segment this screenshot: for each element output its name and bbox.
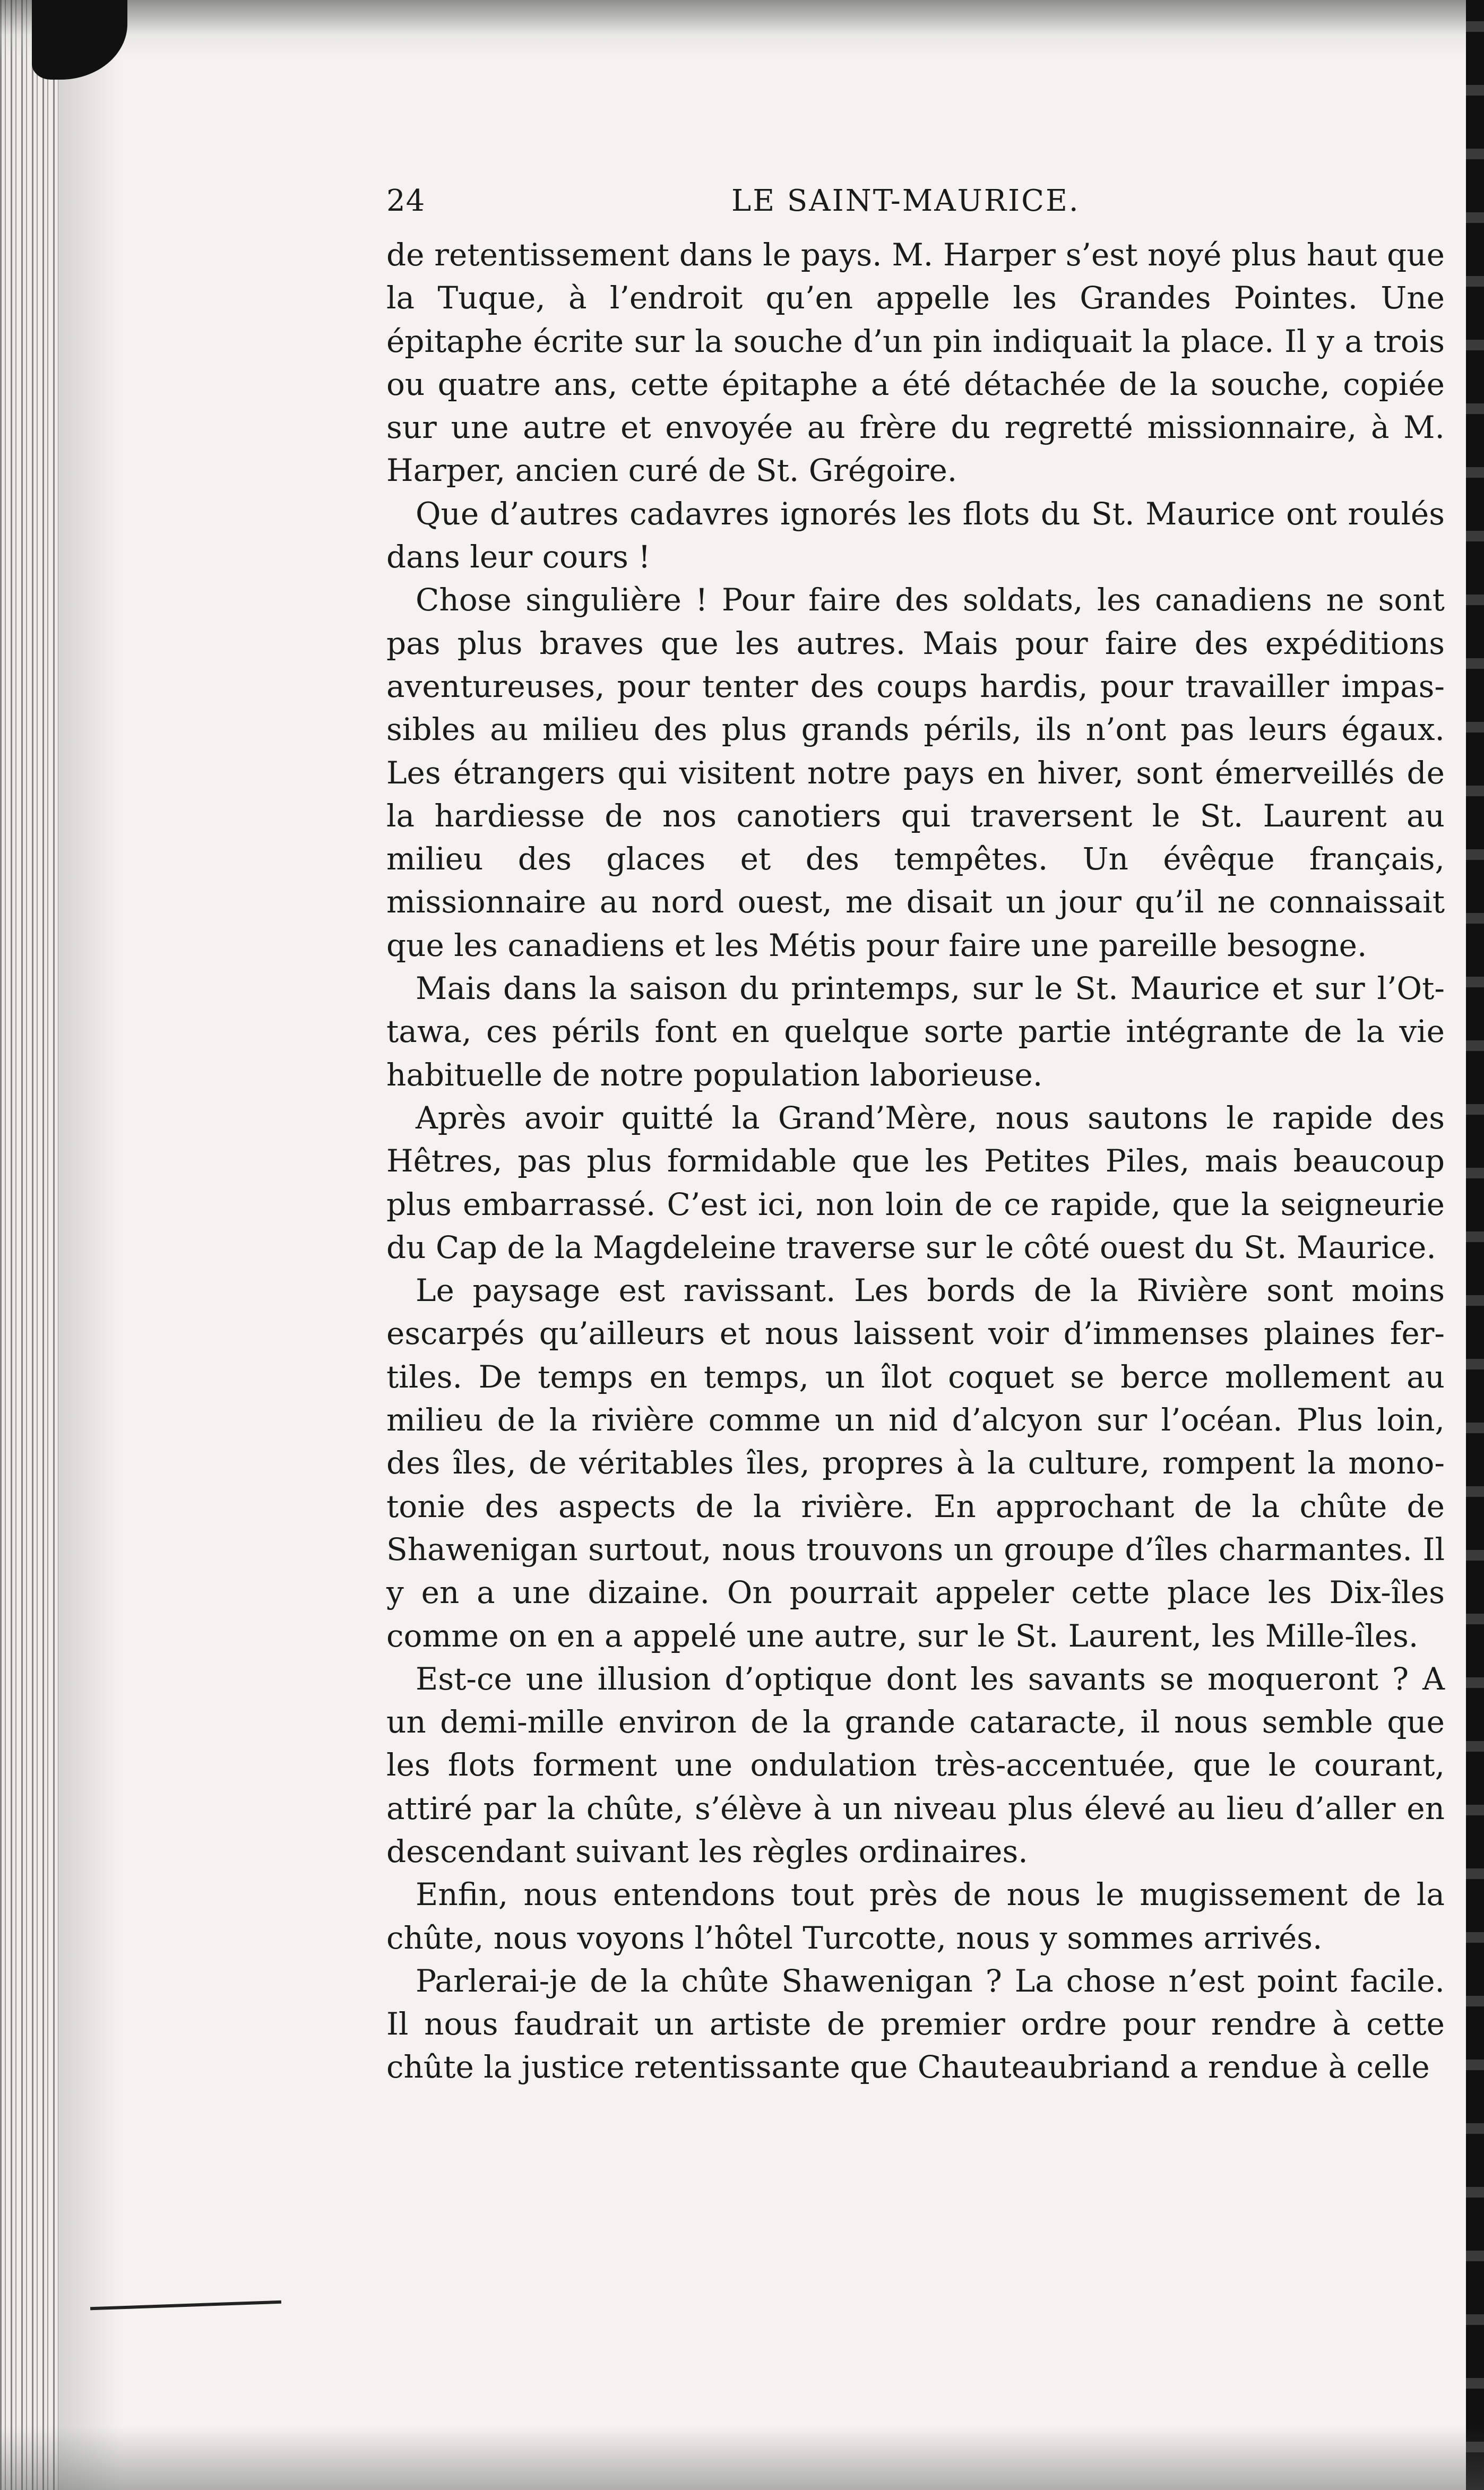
scan-right-edge <box>1466 0 1484 2490</box>
running-head <box>386 175 1445 234</box>
body-text <box>386 234 1445 2089</box>
paragraph-continued: de retentissement dans le pays. M. Harper s’est noyé plus haut que la Tuque, à l’endroit qu’en appelle les Grandes Pointes. Une épitaphe écrite sur la souche d’un pin indiquait la place. Il y a trois ou quatre ans, cette épitaphe a été détachée de la souche, copiée sur une autre et envoyée au frère du regretté missionnaire, à M. Harper, ancien curé de St. Grégoire. <box>386 237 1445 489</box>
book-page <box>386 175 1445 2089</box>
paragraph: Le paysage est ravissant. Les bords de la Rivière sont moins escarpés qu’ailleurs et nous laissent voir d’immenses plaines fertiles. De temps en temps, un îlot coquet se berce mollement au milieu de la rivière comme un nid d’alcyon sur l’océan. Plus loin, des îles, de véritables îles, propres à la culture, rompent la monotonie des aspects de la rivière. En approchant de la chûte de Shawenigan surtout, nous trouvons un groupe d’îles charmantes. Il y en a une dizaine. On pourrait appeler cette place les Dix-îles comme on en a appelé une autre, sur le St. Laurent, les Mille-îles. <box>386 1272 1445 1654</box>
paragraph: Mais dans la saison du printemps, sur le St. Maurice et sur l’Ottawa, ces périls font en quelque sorte partie intégrante de la vie habituelle de notre population laborieuse. <box>386 970 1445 1093</box>
scan-bottom-edge <box>0 2426 1484 2490</box>
page-number: 24 <box>386 184 426 218</box>
running-title: LE SAINT-MAURICE. <box>731 184 1080 218</box>
paragraph: Parlerai-je de la chûte Shawenigan ? La chose n’est point facile. Il nous faudrait un artiste de premier ordre pour rendre à cette chûte la justice retentissante que Chauteaubriand a rendue à celle <box>386 1962 1445 2086</box>
paragraph: Enfin, nous entendons tout près de nous le mugissement de la chûte, nous voyons l’hôtel Turcotte, nous y sommes arrivés. <box>386 1876 1445 1956</box>
paragraph: Chose singulière ! Pour faire des soldats, les canadiens ne sont pas plus braves que les autres. Mais pour faire des expéditions aventureuses, pour tenter des coups hardis, pour travailler impassibles au milieu des plus grands périls, ils n’ont pas leurs égaux. Les étrangers qui visitent notre pays en hiver, sont émerveillés de la hardiesse de nos canotiers qui traversent le St. Laurent au milieu des glaces et des tempêtes. Un évêque français, missionnaire au nord ouest, me disait un jour qu’il ne connaissait que les canadiens et les Métis pour faire une pareille besogne. <box>386 582 1445 963</box>
scan-left-shadow <box>58 0 122 2490</box>
paragraph: Après avoir quitté la Grand’Mère, nous sautons le rapide des Hêtres, pas plus formidable que les Petites Piles, mais beaucoup plus embarrassé. C’est ici, non loin de ce rapide, que la seigneurie du Cap de la Magdeleine traverse sur le côté ouest du St. Maurice. <box>386 1099 1445 1265</box>
scan-top-edge <box>0 0 1484 58</box>
paragraph: Que d’autres cadavres ignorés les flots du St. Maurice ont roulés dans leur cours ! <box>386 495 1445 575</box>
paragraph: Est-ce une illusion d’optique dont les savants se moqueront ? A un demi-mille environ de la grande cataracte, il nous semble que les flots forment une ondulation très-accentuée, que le courant, attiré par la chûte, s’élève à un niveau plus élevé au lieu d’aller en descendant suivant les règles ordinaires. <box>386 1660 1445 1869</box>
scan-left-edge <box>0 0 58 2490</box>
